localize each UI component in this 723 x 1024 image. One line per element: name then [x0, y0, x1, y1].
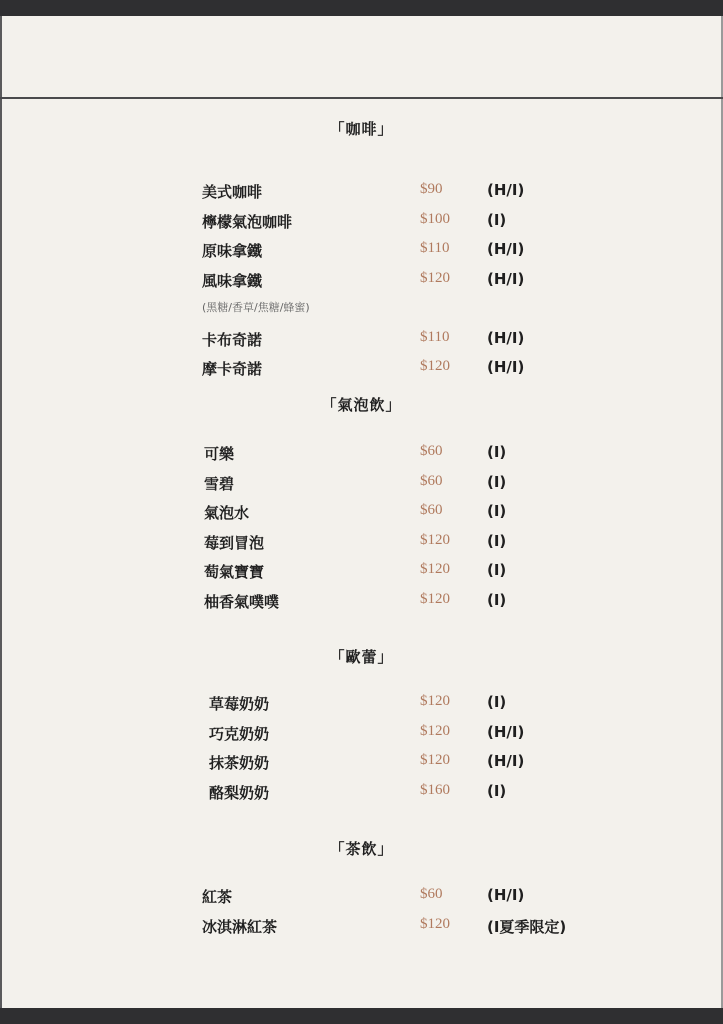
menu-item-price: $120: [420, 591, 450, 607]
menu-item-price: $110: [420, 329, 450, 345]
menu-item-name: 酪梨奶奶: [209, 784, 270, 802]
section-title-ole: 「歐蕾」: [329, 648, 394, 666]
menu-item-name: 柚香氣噗噗: [204, 593, 280, 611]
menu-item-price: $120: [420, 916, 450, 932]
menu-item-name: 卡布奇諾: [202, 331, 263, 349]
menu-item-name: 氣泡水: [204, 504, 250, 522]
menu-item-price: $120: [420, 561, 450, 577]
menu-item-name: 風味拿鐵: [202, 272, 263, 290]
menu-item-temp: (I): [487, 561, 507, 579]
menu-item-temp: (H/I): [487, 358, 525, 376]
menu-item-price: $60: [420, 443, 443, 459]
menu-item-price: $120: [420, 752, 450, 768]
menu-item-temp: (H/I): [487, 181, 525, 199]
menu-item-price: $120: [420, 693, 450, 709]
menu-item-temp: (H/I): [487, 270, 525, 288]
menu-item-price: $120: [420, 358, 450, 374]
menu-item-price: $110: [420, 240, 450, 256]
menu-item-temp: (I): [487, 473, 507, 491]
menu-item-name: 紅茶: [202, 888, 233, 906]
menu-item-name: 原味拿鐵: [202, 242, 263, 260]
menu-item-name: 草莓奶奶: [209, 695, 270, 713]
top-frame-bar: [0, 0, 723, 16]
bottom-frame-bar: [0, 1008, 723, 1024]
menu-item-name: 檸檬氣泡咖啡: [202, 213, 293, 231]
section-title-sparkling: 「氣泡飲」: [321, 396, 402, 414]
menu-item-temp: (I): [487, 443, 507, 461]
menu-item-price: $100: [420, 211, 450, 227]
menu-item-price: $90: [420, 181, 443, 197]
menu-item-price: $60: [420, 473, 443, 489]
header-divider: [0, 97, 723, 99]
menu-item-name: 巧克奶奶: [209, 725, 270, 743]
menu-item-price: $60: [420, 502, 443, 518]
menu-item-temp: (I): [487, 693, 507, 711]
menu-item-temp: (I): [487, 591, 507, 609]
menu-item-name: 美式咖啡: [202, 183, 263, 201]
menu-item-name: 雪碧: [204, 475, 235, 493]
menu-item-name: 摩卡奇諾: [202, 360, 263, 378]
menu-item-name: 莓到冒泡: [204, 534, 265, 552]
menu-item-price: $160: [420, 782, 450, 798]
menu-item-temp: (H/I): [487, 240, 525, 258]
section-title-tea: 「茶飲」: [329, 840, 394, 858]
menu-item-price: $120: [420, 532, 450, 548]
menu-item-temp: (H/I): [487, 723, 525, 741]
menu-item-price: $120: [420, 723, 450, 739]
flavor-options-note: (黑糖/香草/焦糖/蜂蜜): [202, 301, 310, 314]
menu-item-price: $60: [420, 886, 443, 902]
left-page-edge: [0, 16, 2, 1008]
menu-item-price: $120: [420, 270, 450, 286]
menu-item-temp: (I夏季限定): [487, 918, 567, 936]
menu-item-temp: (I): [487, 782, 507, 800]
menu-item-name: 可樂: [204, 445, 235, 463]
menu-item-temp: (H/I): [487, 329, 525, 347]
menu-item-name: 萄氣寶寶: [204, 563, 265, 581]
menu-item-temp: (H/I): [487, 752, 525, 770]
menu-item-temp: (I): [487, 211, 507, 229]
menu-item-temp: (I): [487, 502, 507, 520]
menu-item-name: 冰淇淋紅茶: [202, 918, 278, 936]
section-title-coffee: 「咖啡」: [329, 120, 394, 138]
menu-item-temp: (I): [487, 532, 507, 550]
menu-item-temp: (H/I): [487, 886, 525, 904]
menu-item-name: 抹茶奶奶: [209, 754, 270, 772]
